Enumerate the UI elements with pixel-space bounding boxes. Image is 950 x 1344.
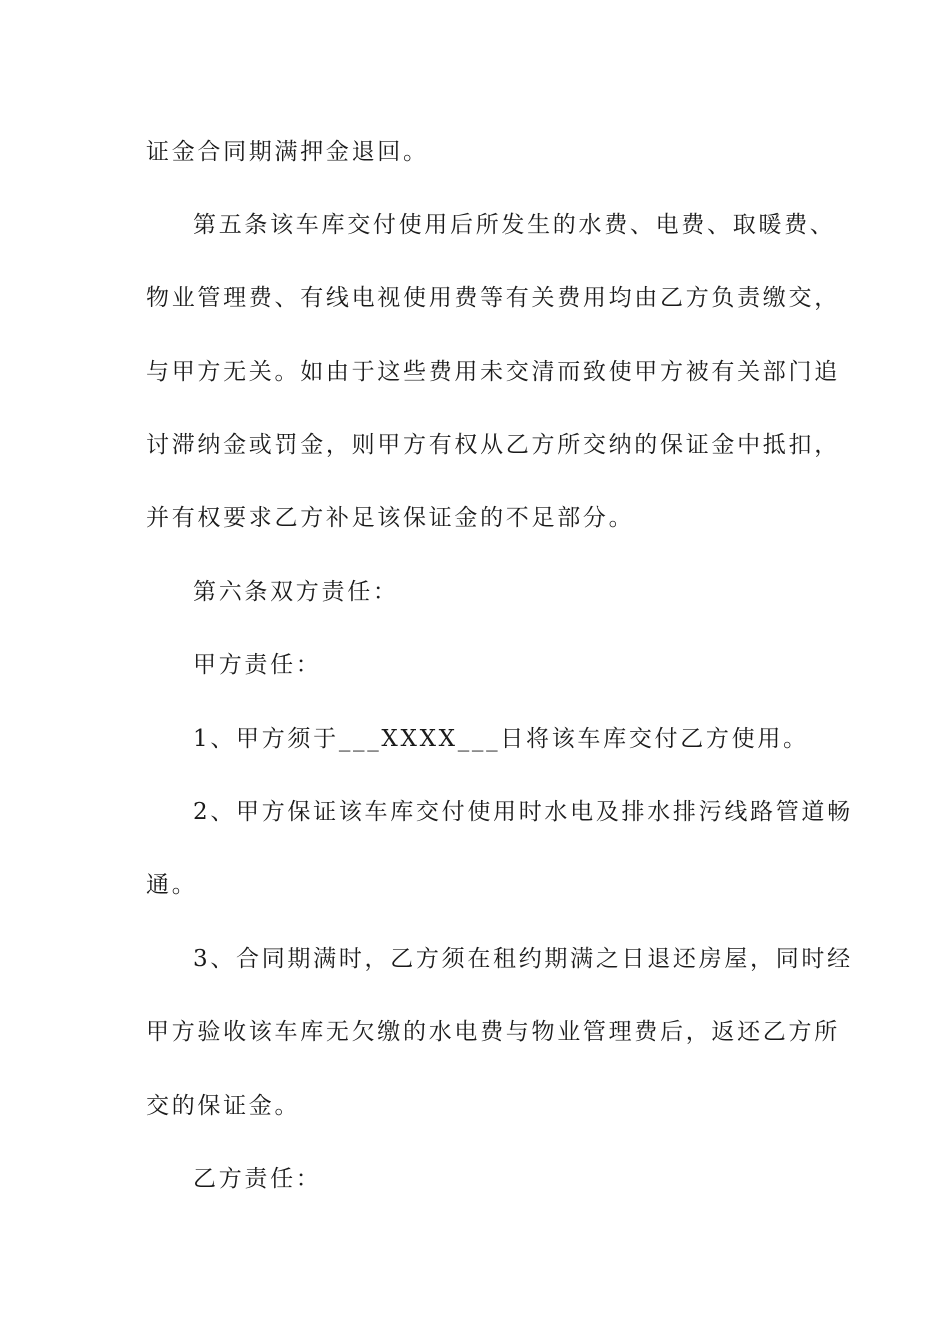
- text-line: 与甲方无关。如由于这些费用未交清而致使甲方被有关部门追: [146, 359, 840, 385]
- text-line: 并有权要求乙方补足该保证金的不足部分。: [146, 505, 635, 531]
- party-a-item-2: 2、甲方保证该车库交付使用时水电及排水排污线路管道畅: [193, 799, 853, 825]
- party-a-heading: 甲方责任：: [193, 652, 322, 678]
- text-line: 通。: [146, 872, 198, 898]
- text-line: 物业管理费、有线电视使用费等有关费用均由乙方负责缴交，: [146, 285, 840, 311]
- article-6-heading: 第六条双方责任：: [193, 579, 399, 605]
- party-a-item-3: 3、合同期满时，乙方须在租约期满之日退还房屋，同时经: [193, 946, 853, 972]
- text-line: 交的保证金。: [146, 1093, 301, 1119]
- text-line: 甲方验收该车库无欠缴的水电费与物业管理费后，返还乙方所: [146, 1019, 840, 1045]
- article-5-line: 第五条该车库交付使用后所发生的水费、电费、取暖费、: [193, 212, 836, 238]
- party-a-item-1: 1、甲方须于___XXXX___日将该车库交付乙方使用。: [193, 726, 809, 752]
- text-line: 证金合同期满押金退回。: [146, 139, 429, 165]
- text-line: 讨滞纳金或罚金，则甲方有权从乙方所交纳的保证金中抵扣，: [146, 432, 840, 458]
- party-b-heading: 乙方责任：: [193, 1166, 322, 1192]
